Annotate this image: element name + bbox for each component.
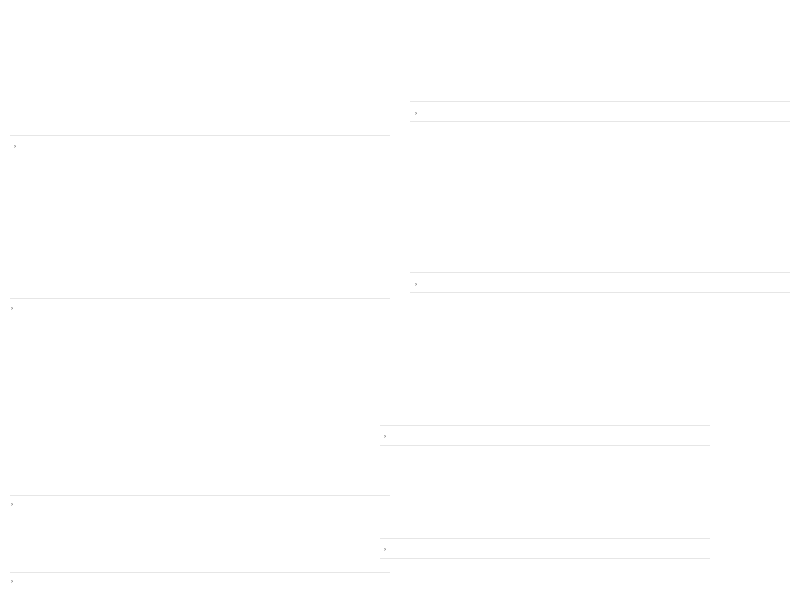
menu-item[interactable] [17, 229, 367, 249]
menu-item[interactable] [17, 180, 367, 200]
menu-item[interactable] [14, 371, 284, 383]
menu-item[interactable] [17, 279, 367, 299]
chevron-right-icon: › [415, 282, 417, 288]
divider [10, 495, 390, 496]
divider [10, 135, 390, 136]
divider [380, 445, 710, 446]
menu-item[interactable] [14, 336, 284, 348]
section-baklava[interactable] [415, 279, 419, 288]
chevron-right-icon: › [384, 547, 386, 553]
menu-item[interactable] [14, 435, 284, 447]
menu-item[interactable] [14, 480, 284, 492]
divider [380, 558, 710, 559]
divider [410, 121, 790, 122]
section-freshly-squeezed-lemonade[interactable] [384, 431, 388, 440]
menu-item[interactable] [17, 34, 367, 54]
menu-item[interactable] [17, 205, 367, 225]
section-other-beverages[interactable] [384, 544, 388, 553]
menu-item[interactable] [14, 450, 284, 462]
chevron-right-icon: › [11, 502, 13, 508]
divider [410, 292, 790, 293]
chevron-right-icon: › [384, 434, 386, 440]
menu-item[interactable] [14, 401, 284, 413]
section-side-orders[interactable] [11, 305, 15, 312]
section-veggie-platters[interactable] [14, 141, 18, 150]
section-fresh-fruit-smoothies[interactable] [11, 578, 15, 585]
menu-item[interactable] [17, 9, 367, 29]
chevron-right-icon: › [11, 579, 13, 585]
menu-item[interactable] [17, 254, 367, 274]
menu-item[interactable] [14, 532, 284, 546]
menu-item[interactable] [14, 356, 284, 368]
section-meat-sandwiches[interactable] [415, 108, 419, 117]
menu-item[interactable] [14, 415, 284, 427]
menu-item[interactable] [17, 108, 367, 128]
divider [410, 101, 790, 102]
menu-item[interactable] [14, 465, 284, 477]
divider [10, 298, 390, 299]
menu-item[interactable] [17, 58, 367, 78]
divider [380, 538, 710, 539]
menu-item[interactable] [17, 83, 367, 103]
menu-item[interactable] [14, 386, 284, 398]
chevron-right-icon: › [14, 144, 16, 150]
divider [380, 425, 710, 426]
chevron-right-icon: › [11, 306, 13, 312]
divider [10, 572, 390, 573]
menu-item[interactable] [14, 552, 284, 566]
section-salads[interactable] [11, 501, 15, 508]
chevron-right-icon: › [415, 111, 417, 117]
divider [410, 272, 790, 273]
